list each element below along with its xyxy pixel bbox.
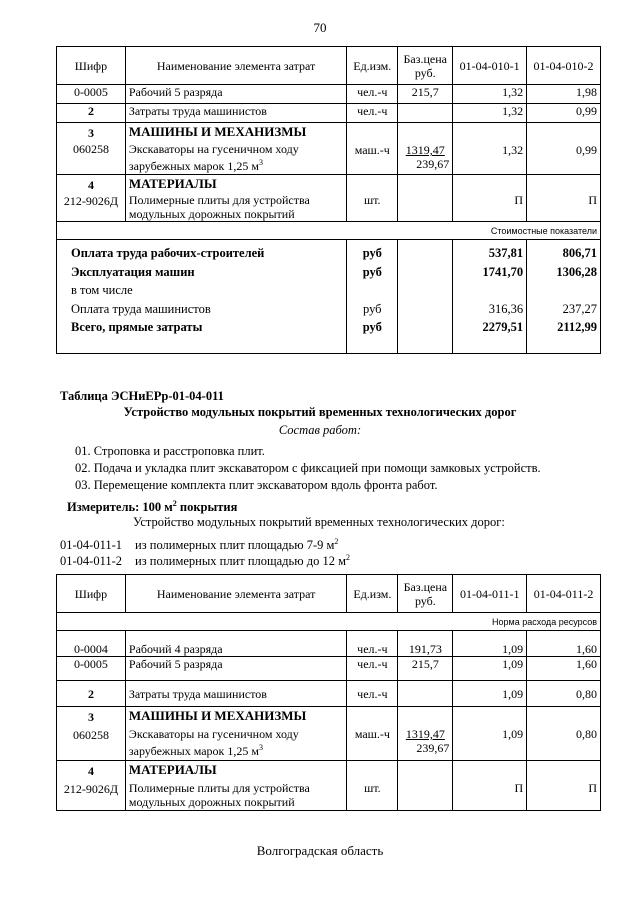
resource-table-1 [56, 46, 601, 354]
composition-label: Состав работ: [278, 423, 362, 437]
table-row: 0-0005 Рабочий 5 разряда чел.-ч 215,7 1,09 1,60 [57, 657, 601, 681]
cost-indicators-label-row: Стоимостные показатели [57, 222, 601, 240]
section-machines: 3 060258 МАШИНЫ И МЕХАНИЗМЫ Экскаваторы на гусеничном ходу зарубежных марок 1,25 $м^3$ маш.-ч 1319,47 239,67 1,32 0,99 [57, 123, 601, 175]
col-unit-header: Ед.изм. [347, 47, 398, 85]
col-code-header: Шифр [57, 47, 126, 85]
col-unit-header: Ед.изм. [347, 575, 398, 613]
col-v2-header: 01-04-010-2 [527, 47, 601, 85]
subtitle: Устройство модульных покрытий временных технологических дорог: [133, 515, 505, 529]
item-2: 01-04-011-2 из полимерных плит площадью до 12 $м^2$ [60, 553, 350, 569]
section-materials: 4 212-9026Д МАТЕРИАЛЫ Полимерные плиты для устройства модульных дорожных покрытий шт. П П [57, 761, 601, 811]
col-name-header: Наименование элемента затрат [125, 47, 346, 85]
cost-block: Оплата труда рабочих-строителей Эксплуатация машин в том числе Оплата труда машинистов Всего, прямые затраты руб руб руб руб 537,81 1741,70 316,36 2279,51 806,71 1306,28 237,27 2112,99 [57, 240, 601, 354]
meter-line: Измеритель: 100 $м^2$ покрытия [67, 499, 238, 515]
table-header [57, 575, 601, 613]
table-row: 2 Затраты труда машинистов чел.-ч 1,09 0,80 [57, 681, 601, 707]
section-heading: Устройство модульных покрытий временных технологических дорог [123, 405, 517, 419]
work-step-3: 03. Перемещение комплекта плит экскаватором вдоль фронта работ. [75, 478, 438, 492]
work-step-1: 01. Строповка и расстроповка плит. [75, 444, 265, 458]
col-code-header: Шифр [57, 575, 126, 613]
page-footer: Волгоградская область [256, 843, 384, 858]
col-price-header: Баз.цена руб. [398, 575, 453, 613]
col-price-header: Баз.цена руб. [398, 47, 453, 85]
table-row: 0-0004 Рабочий 4 разряда чел.-ч 191,73 1,09 1,60 [57, 631, 601, 657]
table-title: Таблица ЭСНиЕРр-01-04-011 [60, 389, 224, 403]
table-header [57, 47, 601, 85]
page-number: 70 [313, 20, 327, 35]
resource-table-2 [56, 574, 601, 811]
section-machines: 3 060258 МАШИНЫ И МЕХАНИЗМЫ Экскаваторы на гусеничном ходу зарубежных марок 1,25 $м^3$ маш.-ч 1319,47 239,67 1,09 0,80 [57, 707, 601, 761]
col-v1-header: 01-04-011-1 [453, 575, 527, 613]
col-name-header: Наименование элемента затрат [125, 575, 347, 613]
table-row: 2 Затраты труда машинистов чел.-ч 1,32 0,99 [57, 104, 601, 123]
col-v2-header: 01-04-011-2 [527, 575, 601, 613]
section-materials: 4 212-9026Д МАТЕРИАЛЫ Полимерные плиты для устройства модульных дорожных покрытий шт. П П [57, 175, 601, 222]
work-step-2: 02. Подача и укладка плит экскаватором с фиксацией при помощи замковых устройств. [75, 461, 541, 475]
norm-label-row: Норма расхода ресурсов [57, 613, 601, 631]
table-row: 0-0005 Рабочий 5 разряда чел.-ч 215,7 1,32 1,98 [57, 85, 601, 104]
col-v1-header: 01-04-010-1 [453, 47, 527, 85]
item-1: 01-04-011-1 из полимерных плит площадью 7-9 $м^2$ [60, 537, 339, 553]
